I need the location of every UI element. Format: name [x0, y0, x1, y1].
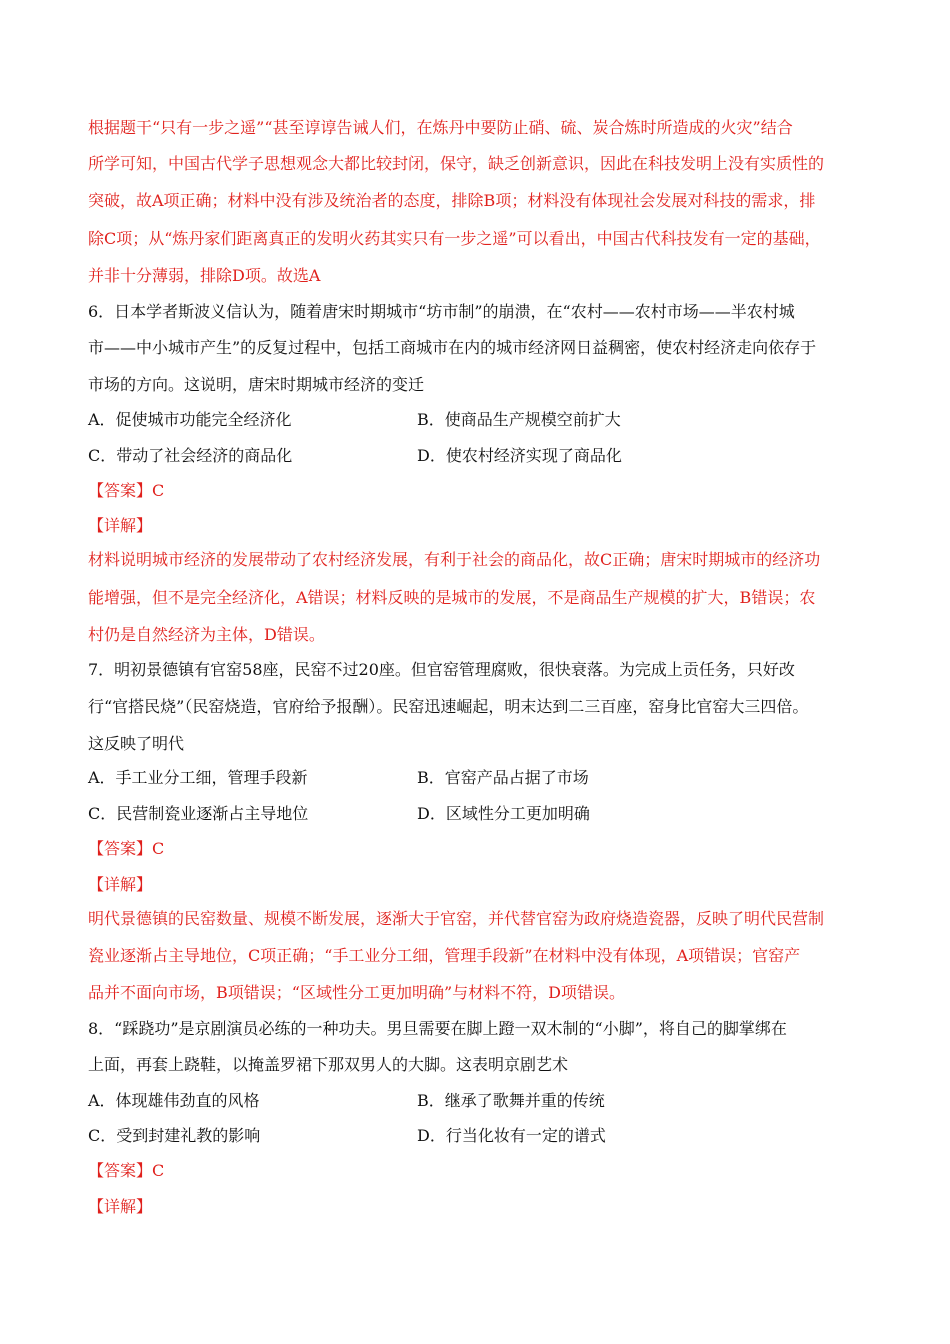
q8-detail-label: 【详解】 — [88, 1197, 153, 1216]
answer-value: C — [152, 1161, 165, 1180]
q6-option-a: A．促使城市功能完全经济化 — [88, 410, 292, 429]
answer-label: 【答案】 — [88, 481, 153, 500]
q6-explanation-line: 能增强，但不是完全经济化，A错误；材料反映的是城市的发展，不是商品生产规模的扩大，B错误；农 — [88, 588, 816, 607]
q8-option-c: C．受到封建礼教的影响 — [88, 1126, 261, 1145]
q7-option-c: C．民营制瓷业逐渐占主导地位 — [88, 804, 309, 823]
q7-explanation-line: 明代景德镇的民窑数量、规模不断发展，逐渐大于官窑，并代替官窑为政府烧造瓷器，反映了明代民营制 — [88, 909, 825, 928]
q6-option-d: D．使农村经济实现了商品化 — [417, 446, 622, 465]
q7-option-d: D．区域性分工更加明确 — [417, 804, 590, 823]
q6-stem-line: 市场的方向。这说明，唐宋时期城市经济的变迁 — [88, 375, 425, 394]
prev-explanation-line: 根据题干“只有一步之遥”“甚至谆谆告诫人们，在炼丹中要防止硝、硫、炭合炼时所造成的火灾”结合 — [88, 118, 793, 137]
q8-answer — [88, 1161, 164, 1181]
q7-detail-label: 【详解】 — [88, 875, 153, 894]
q6-option-c: C．带动了社会经济的商品化 — [88, 446, 293, 465]
prev-explanation-line: 所学可知，中国古代学子思想观念大都比较封闭，保守，缺乏创新意识，因此在科技发明上没有实质性的 — [88, 154, 825, 173]
q8-option-b: B．继承了歌舞并重的传统 — [417, 1091, 605, 1110]
prev-explanation-line: 突破，故A项正确；材料中没有涉及统治者的态度，排除B项；材料没有体现社会发展对科技的需求，排 — [88, 191, 816, 210]
prev-explanation-line: 除C项；从“炼丹家们距离真正的发明火药其实只有一步之遥”可以看出，中国古代科技发有一定的基础， — [88, 229, 821, 248]
q7-answer — [88, 839, 164, 859]
q7-option-a: A．手工业分工细，管理手段新 — [88, 768, 308, 787]
q6-stem-line: 市——中小城市产生”的反复过程中，包括工商城市在内的城市经济网日益稠密，使农村经济走向依存于 — [88, 338, 817, 357]
answer-value: C — [152, 839, 165, 858]
q6-answer — [88, 481, 164, 501]
q8-option-a: A．体现雄伟劲直的风格 — [88, 1091, 260, 1110]
q8-stem-line: 8．“踩跷功”是京剧演员必练的一种功夫。男旦需要在脚上蹬一双木制的“小脚”，将自己的脚掌绑在 — [88, 1019, 787, 1038]
q7-explanation-line: 品并不面向市场，B项错误；“区域性分工更加明确”与材料不符，D项错误。 — [88, 983, 625, 1002]
q7-option-b: B．官窑产品占据了市场 — [417, 768, 589, 787]
answer-label: 【答案】 — [88, 1161, 153, 1180]
q6-explanation-line: 材料说明城市经济的发展带动了农村经济发展，有利于社会的商品化，故C正确；唐宋时期城市的经济功 — [88, 550, 821, 569]
q6-option-b: B．使商品生产规模空前扩大 — [417, 410, 621, 429]
answer-value: C — [152, 481, 165, 500]
q7-explanation-line: 瓷业逐渐占主导地位，C项正确；“手工业分工细，管理手段新”在材料中没有体现，A项错误；官窑产 — [88, 946, 801, 965]
q6-explanation-line: 村仍是自然经济为主体，D错误。 — [88, 625, 325, 644]
q7-stem-line: 这反映了明代 — [88, 734, 185, 753]
q8-stem-line: 上面，再套上跷鞋，以掩盖罗裙下那双男人的大脚。这表明京剧艺术 — [88, 1055, 569, 1074]
q7-stem-line: 行“官搭民烧”（民窑烧造，官府给予报酬）。民窑迅速崛起，明末达到二三百座，窑身比官窑大三四倍。 — [88, 697, 809, 716]
q6-stem-line: 6．日本学者斯波义信认为，随着唐宋时期城市“坊市制”的崩溃，在“农村——农村市场——半农村城 — [88, 302, 795, 321]
prev-explanation-line: 并非十分薄弱，排除D项。故选A — [88, 266, 321, 285]
q6-detail-label: 【详解】 — [88, 516, 153, 535]
q7-stem-line: 7．明初景德镇有官窑58座，民窑不过20座。但官窑管理腐败，很快衰落。为完成上贡任务，只好改 — [88, 660, 795, 679]
q8-option-d: D．行当化妆有一定的谱式 — [417, 1126, 606, 1145]
answer-label: 【答案】 — [88, 839, 153, 858]
